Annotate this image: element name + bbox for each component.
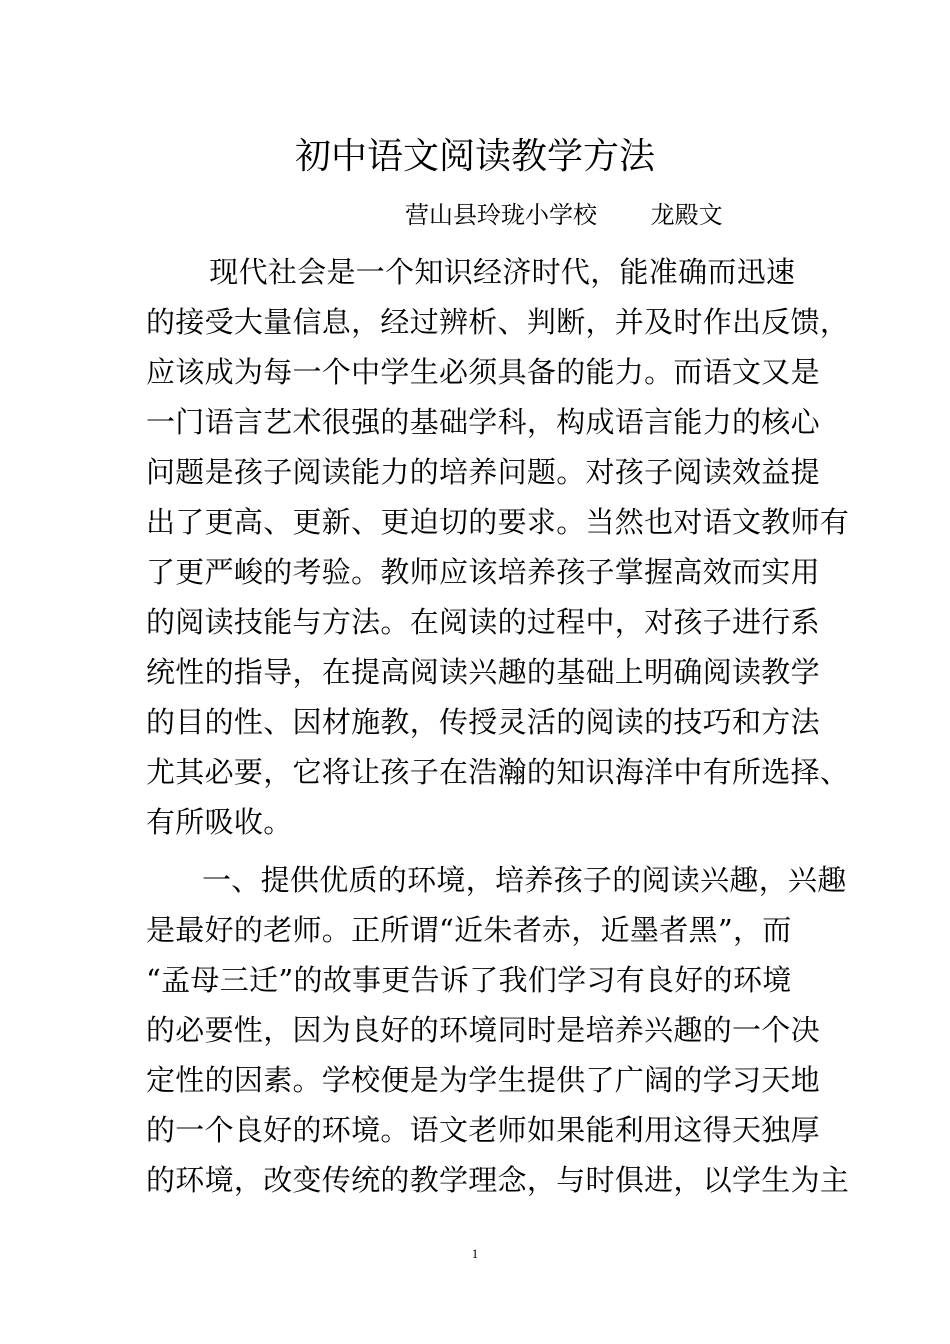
text-line: 应该成为每一个中学生必须具备的能力。而语文又是 [146,355,820,389]
page-number: 1 [471,1246,479,1261]
text-line: 的目的性、因材施教，传授灵活的阅读的技巧和方法 [146,705,820,739]
text-line: 的接受大量信息，经过辨析、判断，并及时作出反馈， [146,305,850,339]
author-name: 龙殿文 [650,201,723,229]
text-line: 统性的指导，在提高阅读兴趣的基础上明确阅读教学 [146,655,820,689]
text-line: 出了更高、更新、更迫切的要求。当然也对语文教师有 [146,505,850,539]
text-line: “孟母三迁”的故事更告诉了我们学习有良好的环境 [146,963,792,997]
text-line: 的环境，改变传统的教学理念，与时俱进，以学生为主 [146,1163,850,1197]
text-line: 定性的因素。学校便是为学生提供了广阔的学习天地 [146,1063,820,1097]
text-line: 有所吸收。 [146,805,293,839]
text-line: 的一个良好的环境。语文老师如果能利用这得天独厚 [146,1113,820,1147]
text-line: 现代社会是一个知识经济时代，能准确而迅速 [180,255,796,289]
text-line: 一、提供优质的环境，培养孩子的阅读兴趣，兴趣 [202,863,847,897]
text-line: 一门语言艺术很强的基础学科，构成语言能力的核心 [146,405,820,439]
text-line: 尤其必要，它将让孩子在浩瀚的知识海洋中有所选择、 [146,755,850,789]
school-name: 营山县玲珑小学校 [405,201,597,229]
document-title: 初中语文阅读教学方法 [294,136,655,177]
text-line: 的必要性，因为良好的环境同时是培养兴趣的一个决 [146,1013,820,1047]
text-line: 是最好的老师。正所谓“近朱者赤，近墨者黑”，而 [146,913,792,947]
byline [405,195,723,235]
text-line: 的阅读技能与方法。在阅读的过程中，对孩子进行系 [146,605,820,639]
text-line: 了更严峻的考验。教师应该培养孩子掌握高效而实用 [146,555,820,589]
text-line: 问题是孩子阅读能力的培养问题。对孩子阅读效益提 [146,455,820,489]
